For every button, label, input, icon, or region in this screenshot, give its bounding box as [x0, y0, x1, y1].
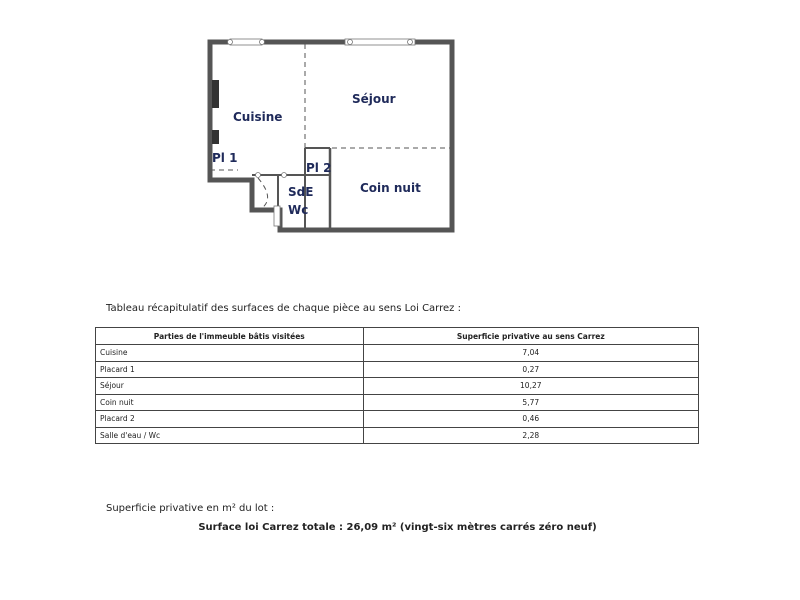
table-row: [96, 378, 699, 395]
row-room-surface: 0,27: [363, 361, 698, 378]
room-wc: Wc: [288, 203, 309, 217]
room-pl2: Pl 2: [306, 161, 332, 175]
header-parties: Parties de l'immeuble bâtis visitées: [96, 328, 364, 345]
row-room-surface: 10,27: [363, 378, 698, 395]
header-superficie: Superficie privative au sens Carrez: [363, 328, 698, 345]
lot-surface-label: Superficie privative en m² du lot :: [106, 503, 275, 514]
room-pl1: Pl 1: [212, 151, 238, 165]
row-room-name: Placard 1: [96, 361, 364, 378]
total-carrez-surface: Surface loi Carrez totale : 26,09 m² (vingt-six mètres carrés zéro neuf): [198, 522, 597, 533]
row-room-name: Placard 2: [96, 411, 364, 428]
table-row: [96, 361, 699, 378]
row-room-name: Coin nuit: [96, 394, 364, 411]
table-header-row: [96, 328, 699, 345]
plan-walls: [210, 42, 452, 230]
room-coin-nuit: Coin nuit: [360, 181, 421, 195]
row-room-surface: 2,28: [363, 427, 698, 444]
plan-fixtures: [212, 80, 219, 144]
surface-table: [95, 327, 699, 444]
room-cuisine: Cuisine: [233, 110, 283, 124]
table-row: [96, 427, 699, 444]
row-room-surface: 0,46: [363, 411, 698, 428]
row-room-surface: 5,77: [363, 394, 698, 411]
row-room-surface: 7,04: [363, 345, 698, 362]
room-sde: SdE: [288, 185, 314, 199]
row-room-name: Séjour: [96, 378, 364, 395]
row-room-name: Salle d'eau / Wc: [96, 427, 364, 444]
table-row: [96, 411, 699, 428]
room-sejour: Séjour: [352, 92, 396, 106]
table-caption: Tableau récapitulatif des surfaces de chaque pièce au sens Loi Carrez :: [106, 303, 461, 314]
floor-plan: [190, 30, 470, 240]
table-row: [96, 345, 699, 362]
row-room-name: Cuisine: [96, 345, 364, 362]
table-row: [96, 394, 699, 411]
